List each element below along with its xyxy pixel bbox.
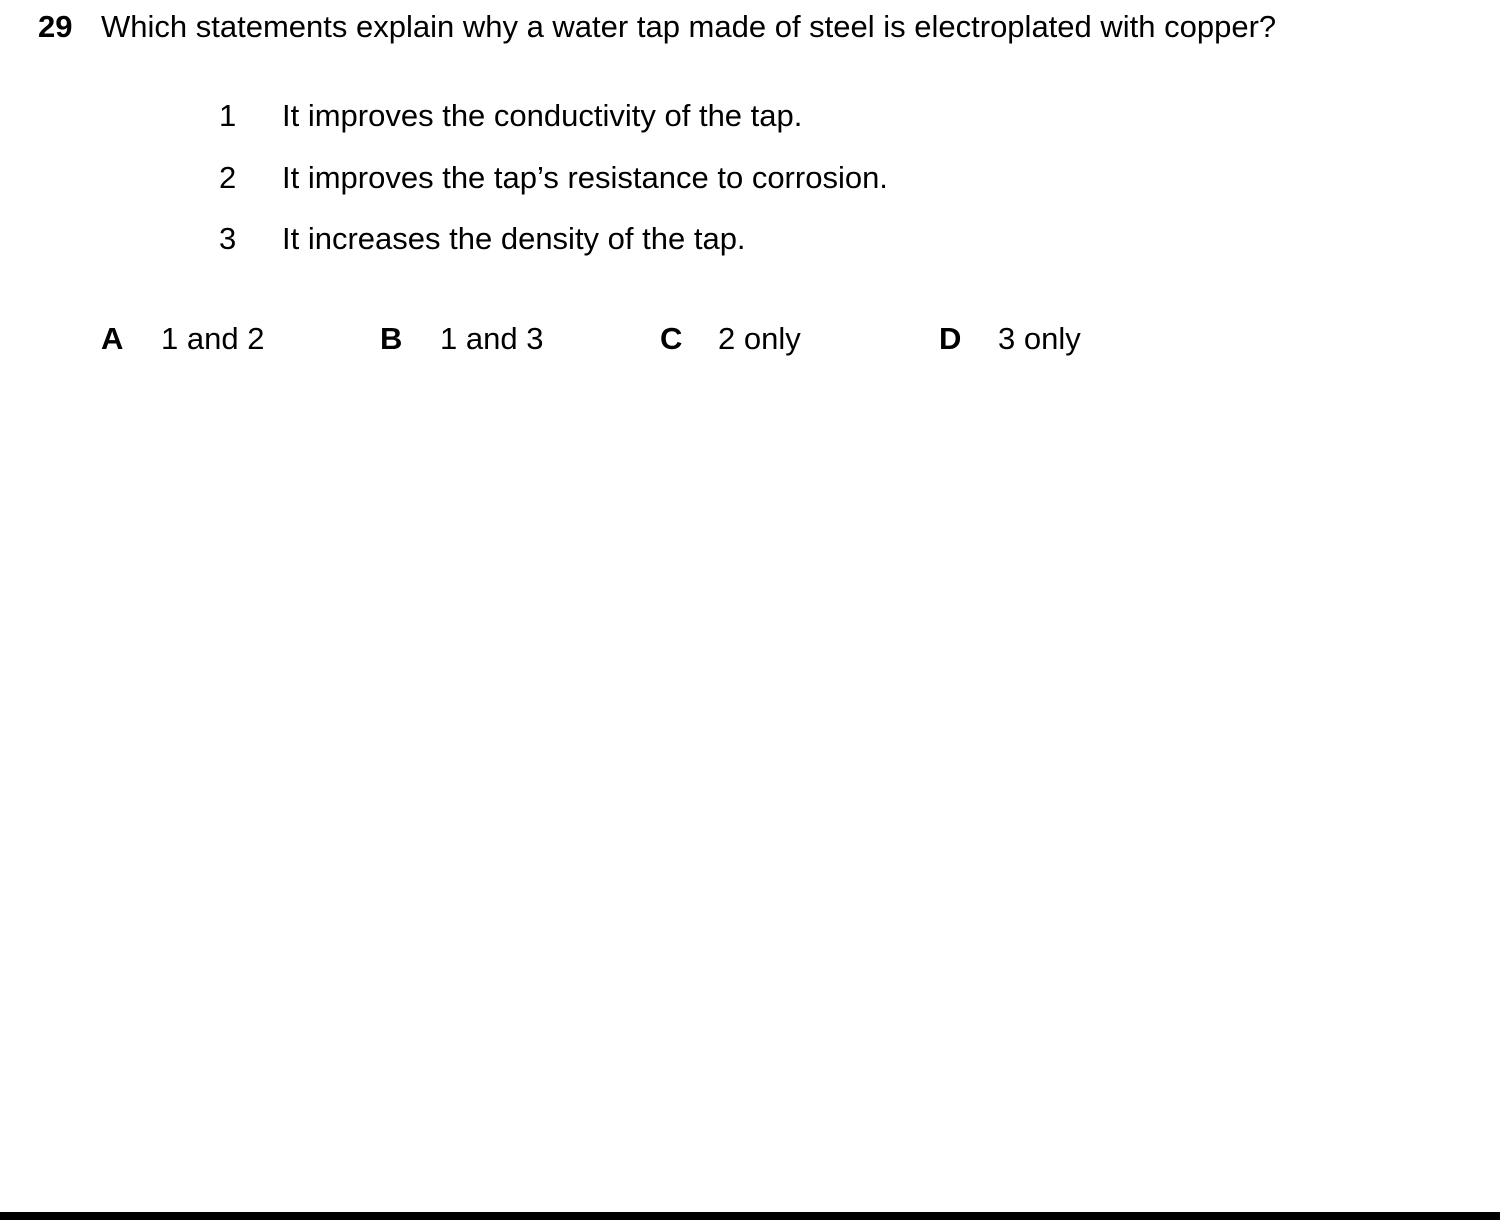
question-number: 29 — [38, 9, 73, 44]
option-text: 1 and 2 — [161, 321, 265, 356]
option-text: 2 only — [718, 321, 801, 356]
option-letter: A — [101, 321, 124, 356]
statement-text: It improves the tap’s resistance to corrosion. — [282, 160, 888, 195]
statement-text: It improves the conductivity of the tap. — [282, 98, 803, 133]
statement-number: 2 — [219, 160, 237, 195]
statement-text: It increases the density of the tap. — [282, 221, 746, 256]
statement-number: 1 — [219, 98, 237, 133]
option-text: 1 and 3 — [440, 321, 544, 356]
option-letter: B — [380, 321, 403, 356]
option-letter: C — [660, 321, 683, 356]
page-bottom-border — [0, 1212, 1500, 1220]
option-letter: D — [939, 321, 962, 356]
question-text: Which statements explain why a water tap made of steel is electroplated with copper? — [101, 9, 1277, 44]
statement-number: 3 — [219, 221, 237, 256]
option-text: 3 only — [998, 321, 1081, 356]
